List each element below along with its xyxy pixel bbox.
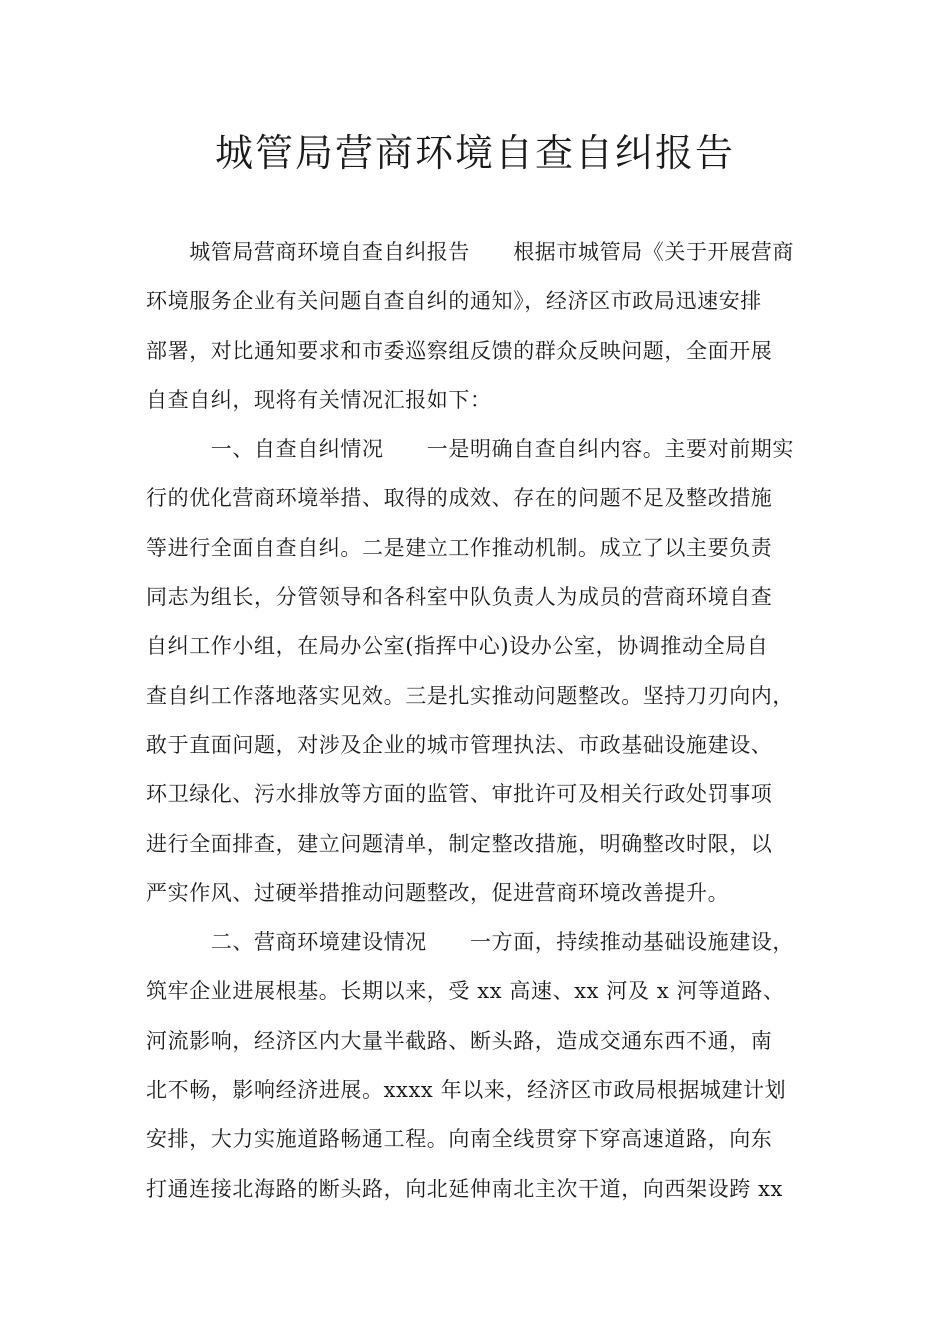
body-line: 严实作风、过硬举措推动问题整改，促进营商环境改善提升。 bbox=[146, 880, 730, 905]
document-title: 城管局营商环境自查自纠报告 bbox=[214, 131, 735, 175]
document-body bbox=[146, 228, 826, 1214]
body-line: 筑牢企业进展根基。长期以来，受 xx 高速、xx 河及 x 河等道路、 bbox=[146, 979, 785, 1004]
body-line: 环境服务企业有关问题自查自纠的通知》，经济区市政局迅速安排 bbox=[146, 289, 762, 314]
body-line: 北不畅，影响经济进展。xxxx 年以来，经济区市政局根据城建计划 bbox=[146, 1078, 787, 1103]
body-line: 环卫绿化、污水排放等方面的监管、审批许可及相关行政处罚事项 bbox=[146, 782, 773, 807]
body-line: 敢于直面问题，对涉及企业的城市管理执法、市政基础设施建设、 bbox=[146, 732, 773, 757]
body-line: 城管局营商环境自查自纠报告 根据市城管局《关于开展营商 bbox=[146, 240, 794, 264]
body-line: 打通连接北海路的断头路，向北延伸南北主次干道，向西架设跨 xx bbox=[146, 1176, 783, 1201]
body-line: 河流影响，经济区内大量半截路、断头路，造成交通东西不通，南 bbox=[146, 1028, 773, 1053]
body-line: 安排，大力实施道路畅通工程。向南全线贯穿下穿高速道路，向东 bbox=[146, 1127, 773, 1152]
body-line: 行的优化营商环境举措、取得的成效、存在的问题不足及整改措施 bbox=[146, 486, 773, 511]
body-line: 自纠工作小组，在局办公室(指挥中心)设办公室，协调推动全局自 bbox=[146, 634, 769, 659]
body-line: 同志为组长，分管领导和各科室中队负责人为成员的营商环境自查 bbox=[146, 585, 773, 610]
body-line: 一、自查自纠情况 一是明确自查自纠内容。主要对前期实 bbox=[146, 437, 794, 462]
body-line: 查自纠工作落地落实见效。三是扎实推动问题整改。坚持刀刃向内， bbox=[146, 683, 794, 708]
body-line: 等进行全面自查自纠。二是建立工作推动机制。成立了以主要负责 bbox=[146, 535, 773, 560]
body-line: 进行全面排查，建立问题清单，制定整改措施，明确整改时限，以 bbox=[146, 831, 773, 856]
body-line: 部署，对比通知要求和市委巡察组反馈的群众反映问题，全面开展 bbox=[146, 338, 773, 363]
body-line: 自查自纠，现将有关情况汇报如下： bbox=[146, 387, 492, 412]
body-line: 二、营商环境建设情况 一方面，持续推动基础设施建设， bbox=[146, 930, 794, 955]
